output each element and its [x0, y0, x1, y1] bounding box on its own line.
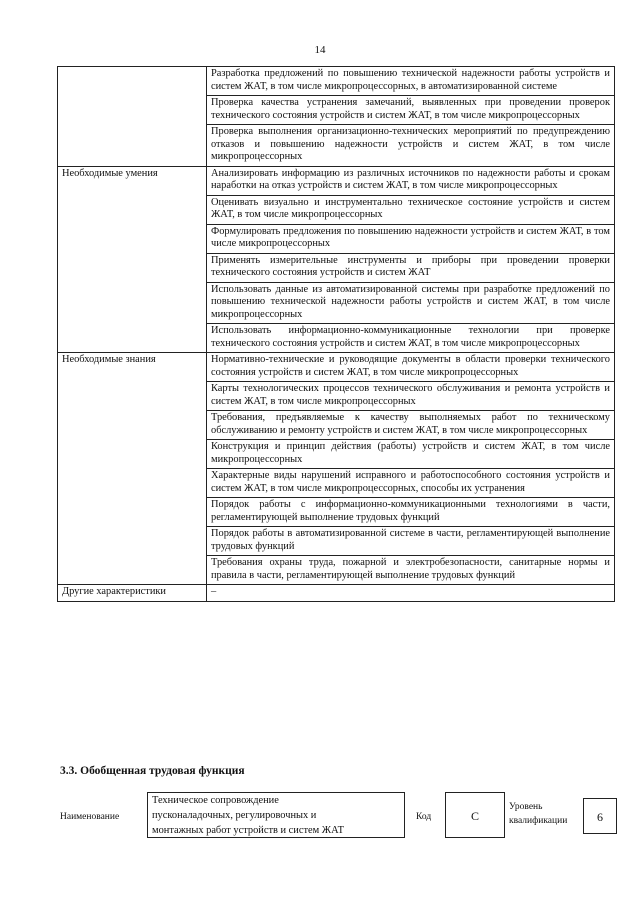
name-line: Техническое сопровождение — [152, 795, 279, 806]
skills-knowledge-table — [57, 66, 615, 602]
code-label: Код — [416, 812, 432, 822]
row-content: Применять измерительные инструменты и приборы при проведении проверки технического состояния устройств и систем ЖАТ — [207, 253, 615, 282]
row-content: Использовать информационно-коммуникационные технологии при проверке технического состояния устройств и систем ЖАТ, в том числе микропроцессорных — [207, 324, 615, 353]
name-value-box — [147, 792, 405, 838]
row-content: Порядок работы с информационно-коммуникационными технологиями в части, регламентирующей выполнение трудовых функций — [207, 498, 615, 527]
name-line: пусконаладочных, регулировочных и — [152, 810, 317, 821]
row-content: Оценивать визуально и инструментально техническое состояние устройств и систем ЖАТ, в том числе микропроцессорных — [207, 195, 615, 224]
qualification-level-label — [509, 800, 579, 828]
code-value: С — [445, 792, 505, 838]
row-label: Необходимые знания — [58, 353, 207, 585]
row-content: Формулировать предложения по повышению надежности устройств и систем ЖАТ, в том числе микропроцессорных — [207, 224, 615, 253]
row-content: Нормативно-технические и руководящие документы в области проверки технического состояния устройств и систем ЖАТ, в том числе микропроцессорных — [207, 353, 615, 382]
row-content: Анализировать информацию из различных источников по надежности работы и срокам наработки на отказ устройств и систем ЖАТ, в том числе микропроцессорных — [207, 166, 615, 195]
row-content: Использовать данные из автоматизированной системы при разработке предложений по повышению технической надежности работы устройств и систем ЖАТ, в том числе микропроцессорных — [207, 282, 615, 324]
table-row — [58, 166, 615, 195]
table-row — [58, 353, 615, 382]
name-label: Наименование — [60, 812, 120, 822]
level-label-line: квалификации — [509, 816, 568, 826]
row-content: Разработка предложений по повышению технической надежности работы устройств и систем ЖАТ, в том числе микропроцессорных, в автоматизированной системе — [207, 67, 615, 96]
row-content: Проверка качества устранения замечаний, выявленных при проведении проверок технического состояния устройств и систем ЖАТ, в том числе микропроцессорных — [207, 96, 615, 125]
section-title: 3.3. Обобщенная трудовая функция — [60, 765, 245, 777]
page-number: 14 — [314, 44, 326, 56]
general-function-row — [60, 790, 620, 850]
qualification-level-value: 6 — [583, 798, 617, 834]
row-label: Необходимые умения — [58, 166, 207, 353]
row-content: Характерные виды нарушений исправного и работоспособного состояния устройств и систем ЖАТ, в том числе микропроцессорных, способы их устранения — [207, 469, 615, 498]
table-row — [58, 585, 615, 602]
row-label — [58, 67, 207, 167]
table-row — [58, 67, 615, 96]
row-content: Требования охраны труда, пожарной и электробезопасности, санитарные нормы и правила в части, регламентирующей выполнение трудовых функций — [207, 556, 615, 585]
row-content: Карты технологических процессов технического обслуживания и ремонта устройств и систем ЖАТ, в том числе микропроцессорных — [207, 382, 615, 411]
row-content: Проверка выполнения организационно-технических мероприятий по предупреждению отказов и повышению надежности устройств и систем ЖАТ, в том числе микропроцессорных — [207, 125, 615, 167]
row-content: Порядок работы в автоматизированной системе в части, регламентирующей выполнение трудовых функций — [207, 527, 615, 556]
row-label: Другие характеристики — [58, 585, 207, 602]
level-label-line: Уровень — [509, 802, 543, 812]
row-content: Требования, предъявляемые к качеству выполняемых работ по техническому обслуживанию и ремонту устройств и систем ЖАТ, в том числе микропроцессорных — [207, 411, 615, 440]
name-line: монтажных работ устройств и систем ЖАТ — [152, 825, 345, 836]
row-content: Конструкция и принцип действия (работы) устройств и систем ЖАТ, в том числе микропроцессорных — [207, 440, 615, 469]
row-content: – — [207, 585, 615, 602]
